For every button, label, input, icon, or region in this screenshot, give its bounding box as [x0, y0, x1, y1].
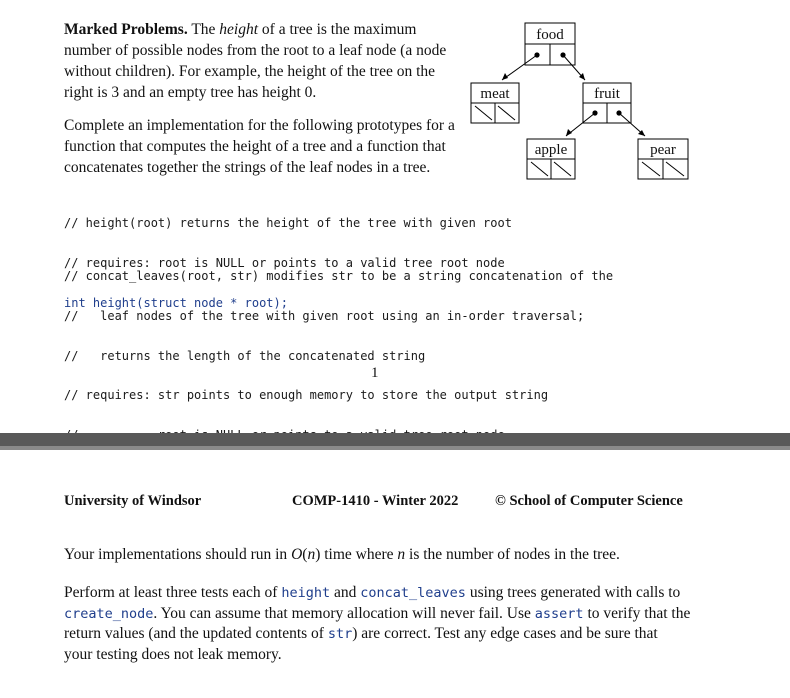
code-str: str: [327, 626, 353, 642]
tree-diagram: [465, 22, 695, 184]
code-height: height: [281, 585, 331, 601]
page-number: 1: [371, 365, 379, 381]
header-school: © School of Computer Science: [495, 493, 683, 509]
tree-label-food: food: [536, 27, 564, 43]
complexity-paragraph: Your implementations should run in O(n) time where n is the number of nodes in the tree.: [64, 546, 620, 563]
task-paragraph: Complete an implementation for the following prototypes for a function that computes the height of a tree and a function that concatenates together the strings of the leaf nodes in a tree.: [64, 117, 455, 176]
testing-paragraph: Perform at least three tests each of height and concat_leaves using trees generated with calls to create_node. You can assume that memory allocation will never fail. Use assert to verify that the return values (and the updated contents of str) are correct. Test any edge cases and be sure that your testing does not leak memory.: [64, 584, 691, 663]
marked-problems-heading: Marked Problems.: [64, 21, 188, 38]
header-course: COMP-1410 - Winter 2022: [292, 493, 459, 509]
code-assert: assert: [534, 605, 584, 622]
tree-label-apple: apple: [534, 142, 568, 158]
code-concat-leaves: concat_leaves: [360, 585, 466, 601]
header-university: University of Windsor: [64, 493, 202, 509]
tree-label-fruit: fruit: [594, 86, 620, 102]
code-create-node: create_node: [64, 605, 154, 622]
tree-label-pear: pear: [650, 142, 676, 158]
tree-label-meat: meat: [480, 86, 510, 102]
intro-paragraph: Marked Problems. The height of a tree is the maximum number of possible nodes from the root to a leaf node (a node without children). For example, the height of the tree on the right is 3 and an empty tree has height 0.: [64, 21, 447, 101]
code-block-height: // height(root) returns the height of the tree with given root // requires: root is NULL or points to a valid tree root node int height(struct node * root);: [64, 216, 512, 310]
page-separator: [0, 433, 790, 446]
code-block-concat-leaves: // concat_leaves(root, str) modifies str to be a string concatenation of the // leaf nodes of the tree with given root using an in-order traversal; // returns the length of the concatenated string // requires: str points to enough memory to store the output string: [64, 269, 614, 403]
